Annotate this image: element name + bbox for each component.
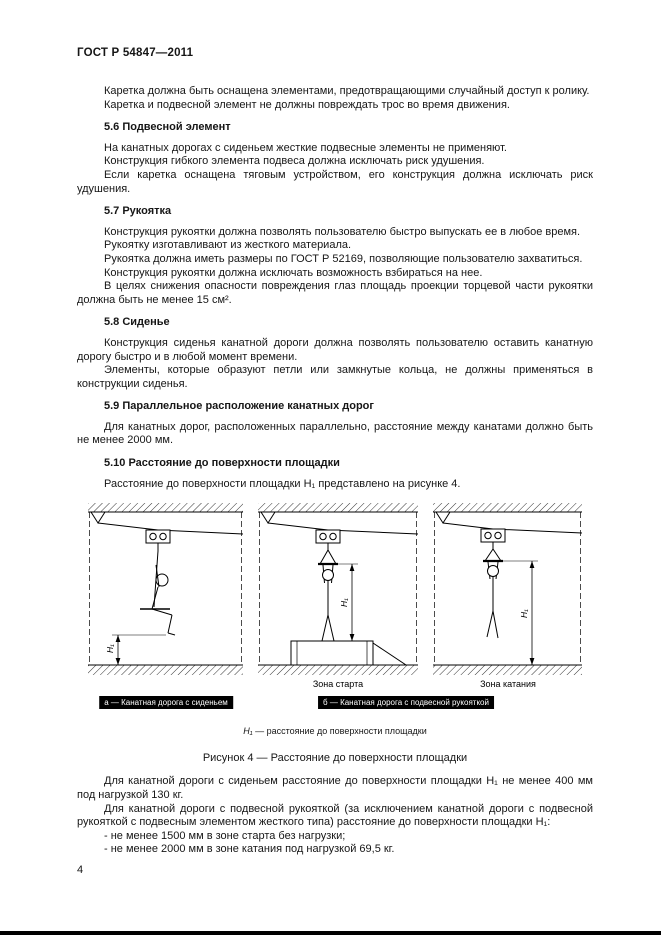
legend-symbol: H₁ bbox=[243, 726, 253, 737]
paragraph: Конструкция гибкого элемента подвеса должна исключать риск удушения. bbox=[104, 155, 485, 168]
paragraph: Конструкция сиденья канатной дороги должна позволять пользователю оставить канатную дорогу быстро и в любой момент времени. bbox=[77, 336, 593, 363]
paragraph: На канатных дорогах с сиденьем жесткие подвесные элементы не применяют. bbox=[104, 141, 507, 154]
paragraph: Рукоятка должна иметь размеры по ГОСТ Р 52169, позволяющие пользователю захватиться. bbox=[104, 252, 583, 265]
paragraph: Конструкция рукоятки должна исключать возможность взбираться на нее. bbox=[104, 266, 483, 279]
paragraph: Конструкция рукоятки должна позволять пользователю быстро выпускать ее в любое время. bbox=[104, 225, 581, 238]
dim-label-a: H₁ bbox=[105, 644, 115, 654]
figure-4-drawing bbox=[88, 503, 582, 693]
document-number: ГОСТ Р 54847—2011 bbox=[77, 47, 194, 59]
page-bottom-edge bbox=[0, 931, 661, 935]
paragraph: Если каретка оснащена тяговым устройством, его конструкция должна исключать риск удушения. bbox=[77, 168, 593, 195]
panel-b-start-zone bbox=[258, 503, 418, 675]
figure-4 bbox=[77, 503, 593, 765]
document-body bbox=[77, 85, 593, 857]
paragraph: Расстояние до поверхности площадки H₁ представлено на рисунке 4. bbox=[104, 477, 461, 490]
legend-text: — расстояние до поверхности площадки bbox=[252, 726, 427, 737]
page-number: 4 bbox=[77, 864, 84, 876]
intro-paragraph-1: Каретка должна быть оснащена элементами, предотвращающими случайный доступ к ролику. bbox=[104, 85, 590, 97]
paragraph: Рукоятку изготавливают из жесткого материала. bbox=[104, 239, 352, 252]
paragraph: Для канатной дороги с подвесной рукояткой (за исключением канатной дороги с подвесной рукояткой с подвесным элементом жесткого типа) расстояние до поверхности площадки H₁: bbox=[77, 802, 593, 829]
figure-legend bbox=[77, 725, 593, 739]
figure-4-canvas bbox=[88, 503, 582, 693]
section-heading-5-9: 5.9 Параллельное расположение канатных дорог bbox=[104, 400, 374, 413]
panel-c-ride-zone bbox=[433, 503, 582, 675]
section-heading-5-10: 5.10 Расстояние до поверхности площадки bbox=[104, 457, 340, 470]
intro-paragraph-2: Каретка и подвесной элемент не должны повреждать трос во время движения. bbox=[104, 98, 510, 111]
zone-ride-label: Зона катания bbox=[480, 679, 536, 690]
paragraph: В целях снижения опасности повреждения глаз площадь проекции торцевой части рукоятки должна быть не менее 15 см². bbox=[77, 280, 593, 306]
figure-label-a: а — Канатная дорога с сиденьем bbox=[99, 696, 233, 709]
list-item: - не менее 1500 мм в зоне старта без нагрузки; bbox=[104, 829, 346, 842]
paragraph: Для канатной дороги с сиденьем расстояние до поверхности площадки H₁ не менее 400 мм под нагрузкой 130 кг. bbox=[77, 775, 593, 802]
section-heading-5-8: 5.8 Сиденье bbox=[104, 316, 170, 329]
dim-label-b: H₁ bbox=[339, 598, 349, 608]
dim-label-c: H₁ bbox=[519, 609, 529, 619]
paragraph: Для канатных дорог, расположенных параллельно, расстояние между канатами должно быть не менее 2000 мм. bbox=[77, 420, 593, 447]
section-heading-5-6: 5.6 Подвесной элемент bbox=[104, 121, 231, 134]
list-item: - не менее 2000 мм в зоне катания под нагрузкой 69,5 кг. bbox=[104, 843, 395, 856]
figure-caption: Рисунок 4 — Расстояние до поверхности площадки bbox=[202, 751, 468, 764]
zone-start-label: Зона старта bbox=[312, 679, 364, 690]
figure-sublabels bbox=[88, 696, 582, 709]
section-heading-5-7: 5.7 Рукоятка bbox=[104, 205, 172, 218]
after-figure-text bbox=[77, 775, 593, 857]
figure-label-b: б — Канатная дорога с подвесной рукояткой bbox=[318, 696, 494, 709]
paragraph: Элементы, которые образуют петли или замкнутые кольца, не должны применяться в конструкции сиденья. bbox=[77, 364, 593, 390]
